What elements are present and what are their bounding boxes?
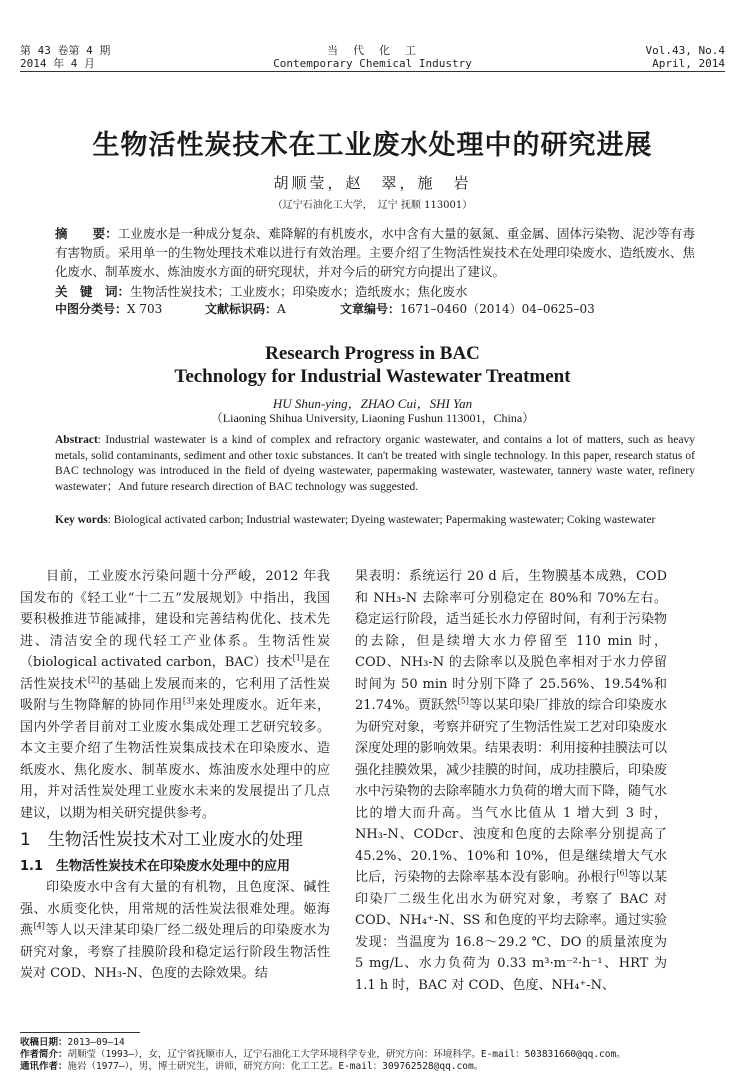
doc-label: 文献标识码： bbox=[205, 302, 278, 316]
clc-label: 中图分类号： bbox=[55, 302, 128, 316]
page-title: 生物活性炭技术在工业废水处理中的研究进展 bbox=[92, 130, 653, 161]
header-rule bbox=[20, 71, 725, 72]
volume-issue: 第 43 卷第 4 期 bbox=[20, 44, 111, 57]
citation-2: [2] bbox=[87, 675, 100, 685]
abstract-en bbox=[55, 433, 695, 495]
citation-5: [5] bbox=[457, 696, 469, 706]
title-en-line1: Research Progress in BAC bbox=[265, 343, 480, 364]
citation-3: [3] bbox=[182, 696, 195, 706]
dyeing-text-1: 印染废水中含有大量的有机物，且色度深、碱性强、水质变化快，用常规的活性炭法很难处理。姬海燕 bbox=[20, 880, 330, 938]
received-date bbox=[20, 1037, 725, 1049]
results-text-1: 果表明：系统运行 20 d 后，生物膜基本成熟，COD 和 NH₃-N 去除率可分别稳定在 80%和 70%左右。稳定运行阶段，适当延长水力停留时间，有利于污染物的去除，但是续增大水力停留至 110 min 时，COD、NH₃-N 的去除率以及脱色率相对于水力停留时间为 50 min 时分别下降了 25.56%、19.54%和 21.74%。贾跃然 bbox=[355, 569, 668, 713]
results-text-2: 等以某印染厂排放的综合印染废水为研究对象，考察并研究了生物活性炭工艺对印染废水深度处理的影响效果。结果表明：利用接种挂膜法可以强化挂膜效果，减少挂膜的时间，成功挂膜后，印染废水中污染物的去除率随水力负荷的增大而下降，随气水比的增大而升高。当气水比值从 1 增大到 3 时，NH₃-N、CODcr、浊度和色度的去除率分别提高了 45.2%、20.1%、10%和 10%，但是继续增大气水比后，污染物的去除率基本没有影响。孙根行 bbox=[355, 698, 668, 885]
abstract-en-text: : Industrial wastewater is a kind of complex and refractory organic wastewater, and contains a lot of matters, such as heavy metals, solid contaminants, sediment and other toxic substances. It can't be treated with single technology. In this paper, research status of BAC technology was introduced in the field of dyeing wastewater, papermaking wastewater, wastewater, tannery waste water, refinery wastewater；And future research direction of BAC technology was suggested. bbox=[55, 434, 695, 493]
keywords-cn-text: 生物活性炭技术；工业废水；印染废水；造纸废水；焦化废水 bbox=[130, 284, 468, 299]
authors-en: HU Shun-ying，ZHAO Cui，SHI Yan bbox=[272, 396, 473, 411]
abstract-cn bbox=[55, 224, 695, 301]
intro-text-2: 是在活性炭技术 bbox=[20, 655, 330, 692]
received-value: 2013–09–14 bbox=[67, 1037, 125, 1048]
dyeing-text-2: 等人以天津某印染厂经二级处理后的印染废水为研究对象，考察了挂膜阶段和稳定运行阶段生物活性炭对 COD、NH₃-N、色度的去除效果。结 bbox=[20, 923, 330, 981]
keywords-cn bbox=[55, 282, 695, 301]
results-paragraph bbox=[355, 566, 667, 996]
article-value: 1671–0460（2014）04–0625–03 bbox=[400, 302, 595, 316]
corresponding-author bbox=[20, 1061, 725, 1073]
results-text-3: 等以某印染厂二级生化出水为研究对象，考察了 BAC 对 COD、NH₄⁺-N、SS 和色度的平均去除率。通过实验发现：当温度为 16.8～29.2 ℃、DO 的质量浓度为 5 mg/L、水力负荷为 0.33 m³·m⁻²·h⁻¹、HRT 为 1.1 h 时，BAC 对 COD、色度、NH₄⁺-N、 bbox=[355, 870, 667, 993]
title-en-line2: Technology for Industrial Wastewater Treatment bbox=[174, 366, 571, 387]
authors-cn: 胡顺莹，赵 翠，施 岩 bbox=[273, 174, 472, 192]
journal-volume-en bbox=[646, 44, 725, 70]
contact-label: 通讯作者： bbox=[20, 1061, 68, 1072]
journal-name-cn: 当 代 化 工 bbox=[327, 44, 418, 57]
footnotes bbox=[20, 1037, 725, 1073]
citation-4: [4] bbox=[33, 921, 45, 931]
intro-text-3: 的基础上发展而来的，它利用了活性炭吸附与生物降解的协同作用 bbox=[20, 676, 330, 713]
author-bio-label: 作者简介： bbox=[20, 1049, 68, 1060]
body-column-left bbox=[20, 566, 330, 985]
affiliation-cn: （辽宁石油化工大学， 辽宁 抚顺 113001） bbox=[272, 200, 473, 211]
keywords-cn-label: 关 键 词： bbox=[55, 284, 131, 299]
received-label: 收稿日期： bbox=[20, 1037, 68, 1048]
citation-1: [1] bbox=[292, 653, 304, 663]
article-number bbox=[340, 300, 595, 317]
article-label: 文章编号： bbox=[340, 302, 401, 316]
title-en bbox=[0, 342, 745, 388]
body-column-right bbox=[355, 566, 667, 996]
issue-date: 2014 年 4 月 bbox=[20, 57, 95, 70]
abstract-en-label: Abstract bbox=[55, 434, 98, 446]
footnote-rule bbox=[20, 1032, 140, 1033]
keywords-en-label: Key words bbox=[55, 514, 108, 526]
intro-text-4: 来处理废水。近年来，国内外学者目前对工业废水集成处理工艺研究较多。本文主要介绍了生物活性炭集成技术在印染废水、造纸废水、焦化废水、制革废水、炼油废水处理中的应用，并对活性炭处理工业废水未来的发展提出了几点建议，以期为相关研究提供参考。 bbox=[20, 698, 330, 821]
journal-name bbox=[0, 44, 745, 70]
section-heading-1-1: 1.1 生物活性炭技术在印染废水处理中的应用 bbox=[20, 858, 291, 874]
intro-text-1: 目前，工业废水污染问题十分严峻，2012 年我国发布的《轻工业“十二五”发展规划》中指出，我国要积极推进节能减排，建设和完善结构优化、技术先进、清洁安全的现代轻工产业体系。生物活性炭（biological activated carbon，BAC）技术 bbox=[20, 569, 330, 670]
author-bio bbox=[20, 1049, 725, 1061]
citation-6: [6] bbox=[616, 868, 628, 878]
dyeing-paragraph bbox=[20, 877, 330, 985]
doc-code bbox=[205, 300, 286, 317]
keywords-en bbox=[55, 513, 695, 529]
doc-value: A bbox=[277, 302, 286, 316]
intro-paragraph bbox=[20, 566, 330, 824]
author-bio-value: 胡顺莹（1993–），女，辽宁省抚顺市人，辽宁石油化工大学环境科学专业，研究方向：环境科学。E-mail：503831660@qq.com。 bbox=[67, 1049, 626, 1060]
journal-name-en: Contemporary Chemical Industry bbox=[273, 57, 472, 70]
clc-number bbox=[55, 300, 162, 317]
abstract-cn-label: 摘 要： bbox=[55, 226, 118, 241]
clc-value: X 703 bbox=[127, 302, 163, 316]
keywords-en-text: : Biological activated carbon; Industrial wastewater; Dyeing wastewater; Papermaking wastewater; Coking wastewater bbox=[107, 514, 656, 526]
volume-issue-en: Vol.43, No.4 bbox=[645, 44, 725, 57]
issue-date-en: April, 2014 bbox=[652, 57, 725, 70]
affiliation-en: （Liaoning Shihua University, Liaoning Fushun 113001，China） bbox=[210, 411, 535, 425]
abstract-cn-text: 工业废水是一种成分复杂、难降解的有机废水，水中含有大量的氨氮、重金属、固体污染物、泥沙等有毒有害物质。采用单一的生物处理技术难以进行有效治理。主要介绍了生物活性炭技术在处理印染废水、造纸废水、焦化废水、制革废水、炼油废水方面的研究现状，并对今后的研究方向提出了建议。 bbox=[55, 226, 695, 279]
contact-value: 施岩（1977–），男，博士研究生，讲师，研究方向：化工工艺。E-mail：309762528@qq.com。 bbox=[67, 1061, 484, 1072]
section-heading-1: 1 生物活性炭技术对工业废水的处理 bbox=[20, 830, 303, 850]
